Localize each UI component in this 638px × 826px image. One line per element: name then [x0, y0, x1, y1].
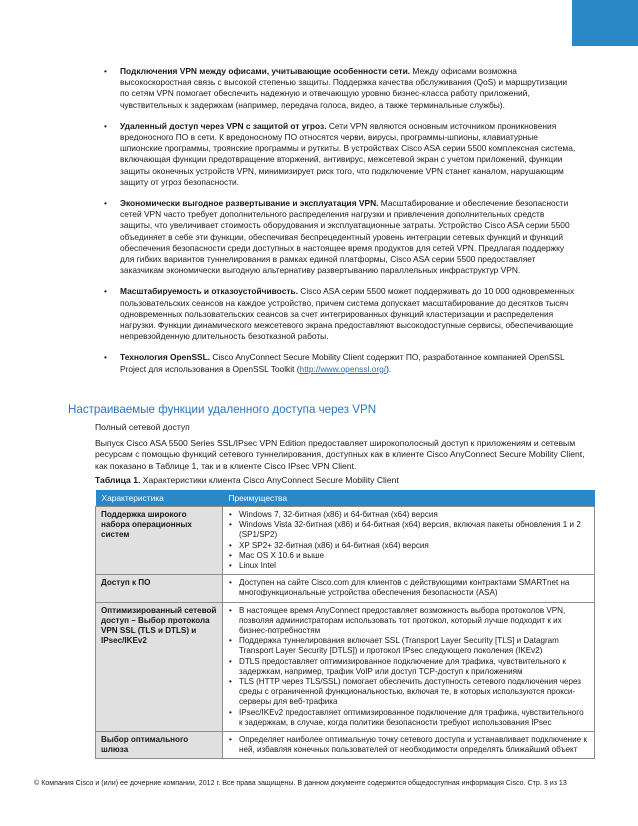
bullet-icon: •: [229, 550, 232, 560]
benefits-cell: [223, 575, 595, 602]
item-title: Экономически выгодное развертывание и эксплуатация VPN.: [120, 198, 379, 209]
benefits-cell: [223, 602, 595, 731]
feature-cell: Доступ к ПО: [96, 575, 223, 602]
bullet-icon: •: [104, 198, 107, 209]
features-bullet-list: [96, 66, 576, 385]
table-row: [96, 507, 595, 575]
benefits-cell: [223, 507, 595, 575]
benefit-item: • Доступен на сайте Cisco.com для клиентов с действующими контрактами SMARTnet на многофункциональные устройства обеспечения безопасности (ASA): [229, 578, 570, 598]
item-text: Масштабирование и обеспечение безопасности сетей VPN часто требует дополнительного распределения нагрузки и привлечения дополнительных средств защиты, что увеличивает стоимость оборудования и эксплуатационные затраты. Устройство Cisco ASA серии 5500 объединяет в себе эти функции, обеспечивая беспрецедентный уровень интеграции сетевых функций и функций обеспечения безопасности среди доступных в настоящее время продуктов для сетей VPN. Предлагая поддержку для гибких вариантов туннелирования в рамках единой платформы, Cisco ASA серии 5500 предоставляет заказчикам экономически выгодную альтернативу развертыванию параллельных инфраструктур VPN.: [120, 198, 570, 276]
benefit-item: • Mac OS X 10.6 и выше: [229, 550, 325, 560]
list-item: [96, 66, 576, 111]
bullet-icon: •: [229, 656, 232, 666]
subheading: Полный сетевой доступ: [95, 422, 190, 432]
item-text: Между офисами возможна высокоскоростная связь с высокой степенью защиты. Поддержка качества обслуживания (QoS) и маршрутизации по сетям VPN помогает обеспечить надежную и отвечающую уровню бизнес-класса работу приложений, чувствительных к задержкам (например, передача голоса, видео, а также терминальные службы).: [120, 66, 568, 110]
item-text: Сети VPN являются основным источником проникновения вредоносного ПО в сети. К вредоносному ПО относятся черви, вирусы, программы-шпионы, клавиатурные шпионские программы, троянские программы и руткиты. В устройствах Cisco ASA серии 5500 комплексная система, включающая функции предотвращение вторжений, антивирус, межсетевой экран с учетом приложений, функции защиты оконечных устройств VPN, минимизирует риск того, что подключение VPN станет каналом, нарушающим защиту от угроз безопасности.: [120, 120, 576, 187]
benefit-item: • Windows 7, 32-битная (x86) и 64-битная (x64) версия: [229, 510, 438, 519]
list-item: [96, 198, 576, 276]
section-heading: Настраиваемые функции удаленного доступа через VPN: [68, 403, 377, 416]
benefit-item: • Поддержка туннелирования включает SSL (Transport Layer Security [TLS] и Datagram Transport Layer Security [DTLS]) и протокол IPsec следующего поколения (IKEv2): [229, 636, 559, 656]
intro-paragraph: Выпуск Cisco ASA 5500 Series SSL/IPsec VPN Edition предоставляет широкополосный доступ к приложениям и сетевым ресурсам с помощью функций сетевого туннелирования, доступных как в клиенте Cisco AnyConnect Secure Mobility Client, как показано в Таблице 1, так и в клиенте Cisco IPsec VPN Client.: [95, 438, 585, 471]
bullet-icon: •: [104, 352, 107, 363]
benefit-item: • XP SP2+ 32-битная (x86) и 64-битная (x64) версия: [229, 540, 429, 550]
benefit-item: • Linux Intel: [229, 561, 276, 571]
list-item: [96, 121, 576, 188]
item-text: Cisco AnyConnect Secure Mobility Client содержит ПО, разработанное компанией OpenSSL Project для использования в OpenSSL Toolkit (: [120, 352, 565, 374]
bullet-icon: •: [229, 605, 232, 615]
bullet-icon: •: [229, 520, 232, 530]
bullet-icon: •: [104, 120, 107, 131]
table-caption-text: Характеристики клиента Cisco AnyConnect Secure Mobility Client: [142, 475, 399, 485]
item-title: Технология OpenSSL.: [120, 352, 211, 363]
bullet-icon: •: [229, 510, 232, 519]
feature-cell: Оптимизированный сетевой доступ – Выбор протокола VPN SSL (TLS и DTLS) и IPsec/IKEv2: [96, 602, 223, 731]
openssl-link[interactable]: http://www.openssl.org/: [299, 363, 387, 374]
item-text-after: ).: [386, 363, 392, 374]
benefits-cell: [223, 732, 595, 759]
feature-cell: Поддержка широкого набора операционных систем: [96, 507, 223, 575]
bullet-icon: •: [229, 677, 232, 687]
bullet-icon: •: [229, 561, 232, 571]
list-item: [96, 286, 576, 342]
benefit-item: • Windows Vista 32-битная (x86) и 64-битная (x64) версия, включая пакеты обновления 1 и 2 (SP1/SP2): [229, 520, 581, 540]
benefit-item: • IPsec/IKEv2 предоставляет оптимизированное подключение для трафика, чувствительного к задержкам, в случае, когда политики безопасности требуют использования IPsec: [229, 707, 584, 727]
table-caption-label: Таблица 1.: [95, 475, 141, 485]
feature-cell: Выбор оптимального шлюза: [96, 732, 223, 759]
column-header-feature: Характеристика: [96, 490, 223, 507]
table-header-row: [96, 490, 595, 507]
table-row: [96, 602, 595, 731]
table-caption: [95, 475, 399, 485]
bullet-icon: •: [104, 286, 107, 297]
table-row: [96, 575, 595, 602]
benefit-item: • В настоящее время AnyConnect предоставляет возможность выбора протоколов VPN, позволяя администраторам использовать тот протокол, который лучше подходит к их бизнес-потребностям: [229, 605, 566, 636]
bullet-icon: •: [104, 66, 107, 76]
item-title: Масштабируемость и отказоустойчивость.: [120, 286, 298, 297]
item-text: Cisco ASA серии 5500 может поддерживать до 10 000 одновременных пользовательских сеансов на каждое устройство, причем система допускает масштабирование до десятков тысяч одновременных пользовательских сеансов за счет интегрированных функций кластеризации и распределения нагрузки. Функции динамического межсетевого экрана предоставляют высокодоступные сервисы, обеспечивающие непревзойденную длительность безотказной работы.: [120, 286, 575, 342]
bullet-icon: •: [229, 735, 232, 745]
item-title: Удаленный доступ через VPN с защитой от угроз.: [120, 120, 327, 131]
table-row: [96, 732, 595, 759]
brand-corner-block: [572, 0, 638, 46]
benefit-item: • Определяет наиболее оптимальную точку сетевого доступа и устанавливает подключение к ней, избавляя конечных пользователей от необходимости определять ближайший объект: [229, 735, 587, 755]
page-footer: © Компания Cisco и (или) ее дочерние компании, 2012 г. Все права защищены. В данном документе содержится общедоступная информация Cisco. Стр. 3 из 13: [34, 779, 567, 787]
item-title: Подключения VPN между офисами, учитывающие особенности сети.: [120, 66, 411, 76]
features-table: [95, 490, 595, 759]
list-item: [96, 352, 576, 374]
bullet-icon: •: [229, 707, 232, 717]
column-header-benefits: Преимущества: [223, 490, 595, 507]
benefit-item: • DTLS предоставляет оптимизированное подключение для трафика, чувствительного к задержкам, например, трафик VoIP или доступ TCP-доступ к приложениям: [229, 656, 566, 676]
bullet-icon: •: [229, 578, 232, 588]
bullet-icon: •: [229, 540, 232, 550]
benefit-item: • TLS (HTTP через TLS/SSL) помогает обеспечить доступность сетевого подключения через среды с ограниченной функциональностью, включая те, в которых используются прокси-серверы для веб-трафика: [229, 677, 581, 707]
bullet-icon: •: [229, 636, 232, 646]
